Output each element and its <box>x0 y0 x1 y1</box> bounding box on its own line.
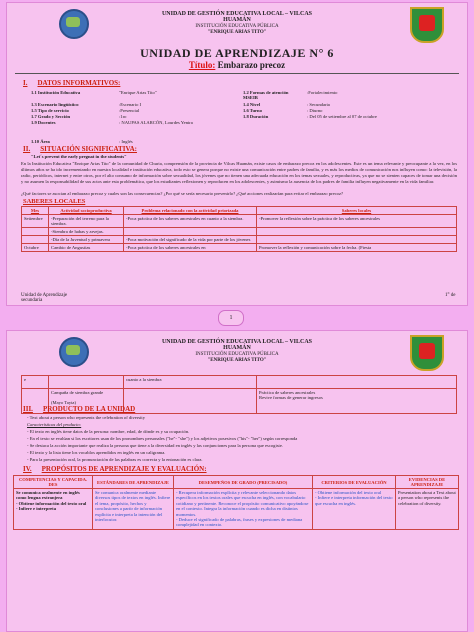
table-cell: Se comunica oralmente en inglés como lengua extranjera - Obtiene información del texto oral - Infiere e interpreta <box>14 489 93 530</box>
info-key: 1.8 Duración <box>243 114 269 119</box>
situation-quote: "Let´s prevent the early pregnat in the students" <box>31 154 127 159</box>
table-row <box>22 236 457 244</box>
header-line-3: INSTITUCIÓN EDUCATIVA PÚBLICA <box>195 352 279 357</box>
table-cell: -Día de la Juventud y primavera <box>49 236 124 244</box>
saberes-table <box>21 206 457 252</box>
info-value: :1ro <box>119 114 127 119</box>
section-2-heading: II. SITUACIÓN SIGNIFICATIVA: <box>23 145 137 153</box>
info-key: 1.4 Nivel <box>243 102 261 107</box>
info-value: : Inglés <box>119 139 133 144</box>
header-line-2: HUAMÁN <box>223 17 251 23</box>
table-cell: Octubre <box>22 244 49 252</box>
col-header: Saberes locales <box>257 207 457 215</box>
table-cell: Promover la reflexión y comunicación sobre la fecha. (Fiesta <box>257 244 457 252</box>
table-cell <box>22 236 49 244</box>
info-value: : NAUPAS ALARCÓN, Lourdes Yenira <box>119 120 193 125</box>
header-line-3: INSTITUCIÓN EDUCATIVA PÚBLICA <box>195 24 279 29</box>
table-row <box>22 215 457 228</box>
page-number: 1 <box>218 310 244 326</box>
document-page-2 <box>6 330 468 632</box>
table-cell: -Promover la reflexión sobre la práctica de los saberes ancestrales <box>257 215 457 228</box>
info-key: 1.6 Turno <box>243 108 262 113</box>
table-cell: Setiembre <box>22 215 49 228</box>
table-cell <box>22 228 49 236</box>
header-line-2: HUAMÁN <box>223 345 251 351</box>
info-key: 1.3 Escenario lingüístico <box>31 102 79 107</box>
info-value: "Enrique Arias Tito" <box>119 90 157 95</box>
table-row <box>14 489 459 530</box>
divider <box>15 73 459 74</box>
list-item: - Se destaca la acción importante que realiza la persona que tiene a la diversidad en inglés y las conjunciones para la persona que escogiste. <box>27 443 283 448</box>
info-key: 1.9 Docentes <box>31 120 56 125</box>
info-key: 1.7 Grado y Sección <box>31 114 71 119</box>
subtitle-label: Título: <box>188 60 216 70</box>
table-cell: Campaña de siembra grande (Mayo Tayta) <box>49 389 124 414</box>
saberes-heading: SABERES LOCALES <box>23 198 86 205</box>
col-header: DESEMPEÑOS DE GRADO (PRECISADO) <box>174 476 313 489</box>
table-cell: cuanto a la siembra <box>124 376 257 389</box>
table-cell: -Poca práctica de los saberes ancestrales en <box>124 244 257 252</box>
purposes-table <box>13 475 459 530</box>
table-cell: e <box>22 376 49 389</box>
header-line-1: UNIDAD DE GESTIÓN EDUCATIVA LOCAL – VILCAS <box>161 339 313 345</box>
info-key: 1.2 Formas de atención MSEIB <box>243 90 289 100</box>
product-characteristics-label: Características del producto: <box>27 422 82 427</box>
col-header: ESTÁNDARES DE APRENDIZAJE <box>93 476 174 489</box>
info-key: 1.5 Tipo de servicio <box>31 108 69 113</box>
table-cell: -Siembra de habas y arvejas. <box>49 228 124 236</box>
table-cell: -Poca práctica de los saberes ancestrales en cuanto a la siembra. <box>124 215 257 228</box>
col-header: EVIDENCIAS DE APRENDIZAJE <box>396 476 459 489</box>
info-value: : Del 05 de setiembre al 07 de octubre <box>307 114 377 119</box>
table-row <box>22 228 457 236</box>
table-cell: Cambio de Angustias <box>49 244 124 252</box>
col-header: Actividad socioproductiva <box>49 207 124 215</box>
table-cell <box>49 376 124 389</box>
situation-paragraph: En la Institución Educativa "Enrique Arias Tito" de la comunidad de Churia, comprensión de la provincia de Vilcas Huamán, existe casos de embarazo precoz en los adolescentes. Este es un tema relevante y preocupante a la vez, en los últimos años se ha ido incrementando en nuestra localidad e institución educativa, todo esto se genera porque no existe una comunicación entre padres de familia, y es más los medios de comunicación nos influyen como: la televisión, la radio, periódicos, internet y entre otros, por el alto consumo de información sobre sexualidad, los jóvenes que no tienen una adecuada educación en los temas sexuales, y reproductivas, ya que no se sienten capaces de tomar una decisión y no asumen la responsabilidad de sus actos ante esta problemática, que los estudiantes reflexionen y reproducen en los adolescentes, y asimismo la ausencia de los padres de familia influyen negativamente en la vida familiar. <box>21 161 457 184</box>
table-cell: Práctica de saberes ancestrales Revive formas de generar ingresos <box>257 389 457 414</box>
info-value: :Escenario I <box>119 102 142 107</box>
table-cell <box>124 228 257 236</box>
info-value: : Secundaria <box>307 102 330 107</box>
table-cell: Se comunica oralmente mediante diversos tipos de textos en inglés. Infiere el tema, propósito, hechos y conclusiones a partir de información explícita e interpreta la intención del interlocutor. <box>93 489 174 530</box>
table-cell: - Obtiene información del texto oral - Infiere e interpreta información del texto que escucha en inglés. <box>313 489 396 530</box>
info-key: 1.1 Institución Educativa <box>31 90 81 95</box>
table-cell: -Poca motivación del significado de la vida por parte de los jóvenes <box>124 236 257 244</box>
table-cell <box>257 376 457 389</box>
table-cell: -Preparación del terreno para la siembra. <box>49 215 124 228</box>
section-4-heading: IV. PROPÓSITOS DE APRENDIZAJE Y EVALUACIÓN: <box>23 465 207 473</box>
table-cell <box>124 389 257 414</box>
list-item: - En el texto se evalúan si los escritores usan de los pronombres personales ("he"- "she") y los adjetivos posesivos ("his"- "her") según corresponda <box>27 436 297 441</box>
table-cell: - Recupera información explícita y relevante seleccionando datos específicos en los textos orales que escucha en inglés, con vocabulario cotidiano y pertinente. Reconoce el propósito comunicativo apoyándose en el contexto. Integra la información cuando es dicha en distintos momentos. - Deduce el significado de palabras, frases y expresiones de mediana complejidad en contexto. <box>174 489 313 530</box>
document-page-1 <box>6 2 468 306</box>
header-line-4: "ENRIQUE ARIAS TITO" <box>207 30 267 35</box>
header-line-4: "ENRIQUE ARIAS TITO" <box>207 358 267 363</box>
section-1-heading: I. DATOS INFORMATIVOS: <box>23 79 121 87</box>
info-key: 1.10 Área <box>31 139 50 144</box>
footer-right: 1° de <box>445 293 456 298</box>
col-header: Problema relacionado con la actividad priorizada <box>124 207 257 215</box>
table-cell <box>257 236 457 244</box>
product-intro: - Text about a person who represents the celebration of diversity <box>27 415 145 420</box>
info-value: : Diurno <box>307 108 323 113</box>
list-item: - El texto y la lista tiene los vocablos aprendidos en inglés en un caligrama. <box>27 450 165 455</box>
list-item: - El texto en inglés tiene datos de la persona: nombre, edad, de dónde es y su ocupación. <box>27 429 189 434</box>
unit-title: UNIDAD DE APRENDIZAJE N° 6 <box>140 46 334 60</box>
section-3-heading: III. PRODUCTO DE LA UNIDAD <box>23 405 136 413</box>
col-header: CRITERIOS DE EVALUACIÓN <box>313 476 396 489</box>
col-header: Mes <box>22 207 49 215</box>
info-value: :Fortalecimiento <box>307 90 338 95</box>
list-item: - Para la presentación oral, la pronunciación de las palabras es correcta y la entonación es clara. <box>27 457 203 462</box>
subtitle-value: Embarazo precoz <box>217 60 286 70</box>
table-cell <box>257 228 457 236</box>
situation-questions: ¿Qué factores se asocian al embarazo precoz y cuales son las consecuencias? ¿Por qué se sería necesario prevenirlo? ¿Qué acciones realizarían para evitar el embarazo precoz? <box>21 191 344 196</box>
info-value: :Presencial <box>119 108 140 113</box>
col-header: COMPETENCIAS Y CAPACIDA. DES <box>14 476 93 489</box>
table-cell: Presentation about a Text about a person who represents the celebration of diversity. <box>396 489 459 530</box>
table-row <box>22 244 457 252</box>
footer-left: Unidad de Aprendizaje secundaria <box>21 293 68 303</box>
unit-subtitle <box>7 60 467 70</box>
header-line-1: UNIDAD DE GESTIÓN EDUCATIVA LOCAL – VILCAS <box>161 11 313 17</box>
table-row <box>22 376 457 389</box>
